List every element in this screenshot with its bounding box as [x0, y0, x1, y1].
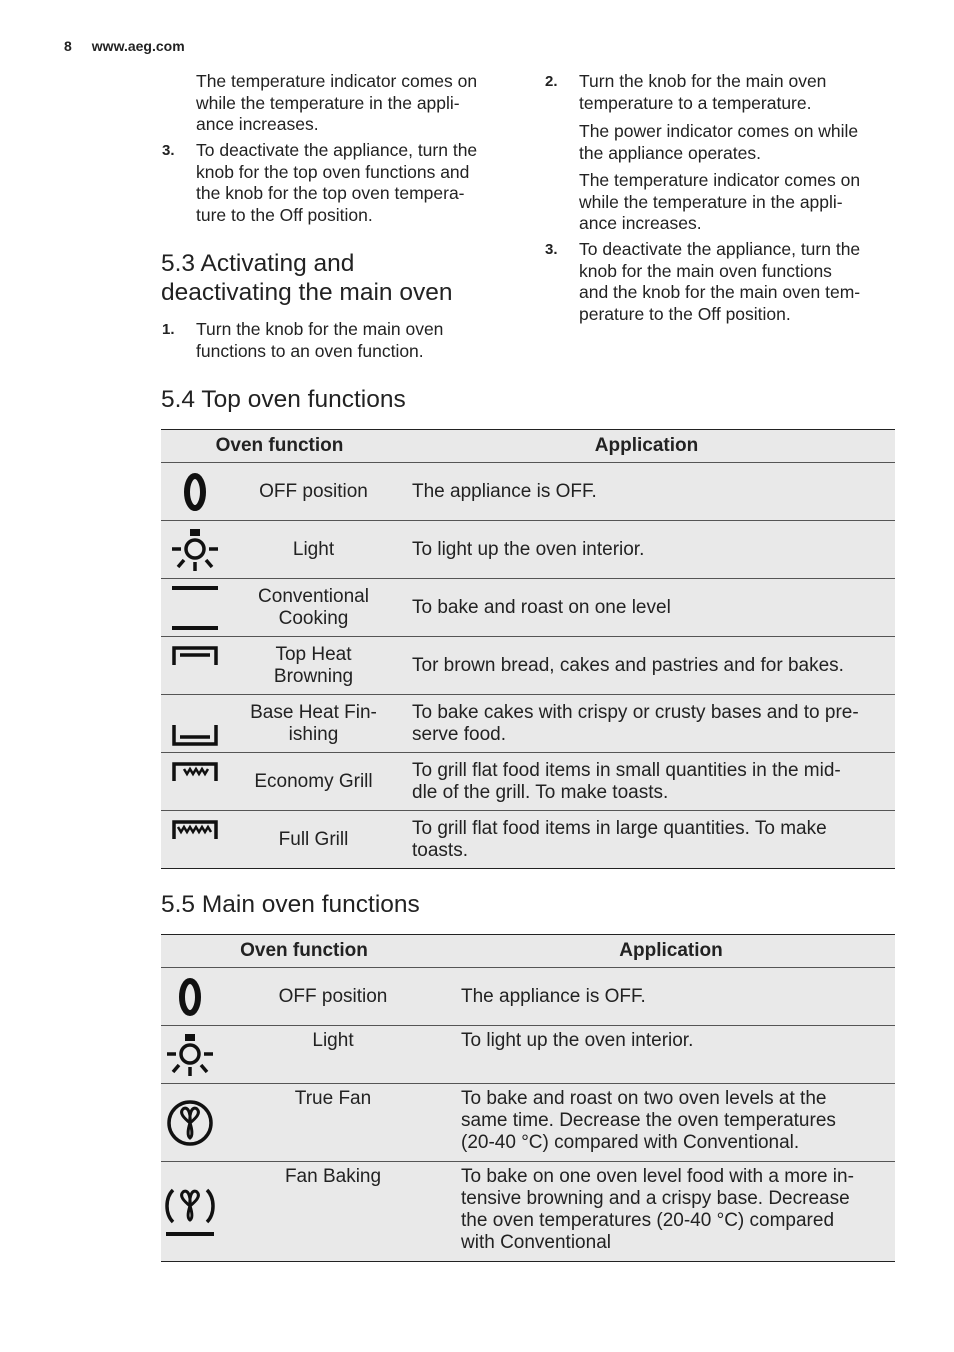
light-icon — [161, 521, 229, 579]
true-fan-icon — [161, 1084, 219, 1162]
text-line: the oven temperatures (20-40 °C) compared — [461, 1210, 835, 1231]
text-line: Light — [312, 1030, 354, 1051]
application-text — [398, 463, 895, 521]
text-line: To bake on one oven level food with a more in- — [461, 1166, 854, 1187]
text-line: The power indicator comes on while — [579, 121, 859, 141]
text-line: Top Heat — [275, 643, 352, 665]
application-text — [398, 637, 895, 695]
function-name — [219, 1162, 447, 1262]
off-icon — [161, 463, 229, 521]
text-line: serve food. — [412, 723, 506, 745]
function-name — [219, 968, 447, 1026]
text-line: the knob for the top oven tempera- — [196, 183, 465, 203]
application-text — [398, 753, 895, 811]
step-number: 1. — [162, 321, 175, 338]
text-line: ance increases. — [579, 213, 702, 233]
top-oven-functions-table — [161, 429, 895, 869]
text-line: and the knob for the main oven tem- — [579, 282, 861, 302]
text-line: Browning — [273, 665, 354, 687]
function-name — [229, 637, 398, 695]
function-name — [229, 811, 398, 869]
function-name — [219, 1026, 447, 1084]
table-header-row — [161, 935, 895, 968]
text-line: ishing — [288, 723, 339, 745]
table-row — [161, 521, 895, 579]
text-line: with Conventional — [461, 1232, 611, 1253]
function-name — [229, 521, 398, 579]
application-text — [447, 968, 895, 1026]
col-header-function: Oven function — [161, 935, 447, 968]
text-line: dle of the grill. To make toasts. — [412, 781, 669, 803]
title-line: 5.3 Activating and — [161, 250, 355, 277]
light-icon — [161, 1026, 219, 1084]
top-heat-icon — [161, 637, 229, 695]
text-line: knob for the top oven functions and — [196, 161, 470, 182]
text-line: Base Heat Fin- — [250, 701, 377, 723]
table-row — [161, 811, 895, 869]
text-line: Conventional — [258, 585, 369, 607]
table-row — [161, 968, 895, 1026]
table-row — [161, 637, 895, 695]
text-line: To deactivate the appliance, turn the — [196, 140, 478, 160]
economy-grill-icon — [161, 753, 229, 811]
text-line: Cooking — [278, 607, 349, 629]
application-text — [398, 811, 895, 869]
step-number: 2. — [545, 73, 558, 90]
temperature-indicator-paragraph — [579, 170, 860, 235]
text-line: OFF position — [259, 480, 368, 502]
table-row — [161, 579, 895, 637]
power-indicator-paragraph — [579, 121, 858, 164]
application-text — [398, 521, 895, 579]
text-line: the appliance operates. — [579, 142, 761, 163]
step2-text — [579, 71, 826, 114]
application-text — [398, 695, 895, 753]
table-row — [161, 463, 895, 521]
full-grill-icon — [161, 811, 229, 869]
function-name — [229, 753, 398, 811]
text-line: To bake and roast on two oven levels at the — [461, 1088, 827, 1109]
application-text — [447, 1162, 895, 1262]
section-5-3-title — [161, 249, 452, 307]
table-row — [161, 753, 895, 811]
text-line: To grill flat food items in small quantities in the mid- — [412, 759, 841, 781]
text-line: The temperature indicator comes on — [579, 170, 861, 190]
text-line: Turn the knob for the main oven — [579, 71, 827, 91]
function-name — [229, 463, 398, 521]
function-name — [219, 1084, 447, 1162]
base-heat-icon — [161, 695, 229, 753]
text-line: The temperature indicator comes on — [196, 71, 478, 91]
text-line: True Fan — [294, 1088, 372, 1109]
text-line: To light up the oven interior. — [461, 1030, 694, 1051]
application-text — [447, 1084, 895, 1162]
text-line: The appliance is OFF. — [461, 985, 646, 1007]
text-line: To light up the oven interior. — [412, 538, 645, 560]
text-line: To bake and roast on one level — [412, 596, 671, 618]
step1-text — [196, 319, 443, 362]
text-line: Full Grill — [278, 828, 349, 850]
off-icon — [161, 968, 219, 1026]
text-line: Turn the knob for the main oven — [196, 319, 444, 339]
text-line: tensive browning and a crispy base. Decrease — [461, 1188, 850, 1209]
text-line: ture to the Off position. — [196, 204, 373, 225]
temperature-indicator-paragraph — [196, 71, 477, 136]
text-line: To bake cakes with crispy or crusty bases and to pre- — [412, 701, 859, 723]
application-text — [447, 1026, 895, 1084]
col-header-function: Oven function — [161, 430, 398, 463]
table-row — [161, 695, 895, 753]
conventional-icon — [161, 579, 229, 637]
text-line: while the temperature in the appli- — [196, 92, 460, 113]
section-5-4-title: 5.4 Top oven functions — [161, 386, 406, 413]
text-line: (20-40 °C) compared with Conventional. — [461, 1132, 800, 1153]
text-line: Tor brown bread, cakes and pastries and for bakes. — [412, 654, 844, 676]
text-line: To grill flat food items in large quantities. To make — [412, 817, 827, 839]
section-5-5-title: 5.5 Main oven functions — [161, 891, 420, 918]
text-line: Light — [292, 538, 335, 560]
text-line: perature to the Off position. — [579, 303, 791, 324]
step-number: 3. — [545, 241, 558, 258]
step3-text — [579, 239, 860, 325]
table-row — [161, 1026, 895, 1084]
text-line: ance increases. — [196, 114, 319, 134]
table-header-row — [161, 430, 895, 463]
text-line: toasts. — [412, 839, 468, 861]
table-row — [161, 1084, 895, 1162]
table-row — [161, 1162, 895, 1262]
text-line: To deactivate the appliance, turn the — [579, 239, 861, 259]
text-line: knob for the main oven functions — [579, 260, 832, 281]
function-name — [229, 695, 398, 753]
text-line: same time. Decrease the oven temperatures — [461, 1110, 836, 1131]
fan-baking-icon — [161, 1162, 219, 1262]
text-line: OFF position — [278, 985, 388, 1007]
function-name — [229, 579, 398, 637]
text-line: functions to an oven function. — [196, 340, 424, 361]
title-line: deactivating the main oven — [161, 279, 453, 306]
step3-text — [196, 140, 477, 226]
main-oven-functions-table — [161, 934, 895, 1262]
page-header — [64, 38, 185, 54]
step-number: 3. — [162, 142, 175, 159]
col-header-application: Application — [447, 935, 895, 968]
text-line: The appliance is OFF. — [412, 480, 597, 502]
text-line: temperature to a temperature. — [579, 92, 812, 113]
text-line: Economy Grill — [254, 770, 373, 792]
col-header-application: Application — [398, 430, 895, 463]
text-line: while the temperature in the appli- — [579, 191, 843, 212]
header-url: www.aeg.com — [91, 38, 185, 54]
application-text — [398, 579, 895, 637]
text-line: Fan Baking — [284, 1166, 382, 1187]
page-number: 8 — [64, 38, 72, 54]
